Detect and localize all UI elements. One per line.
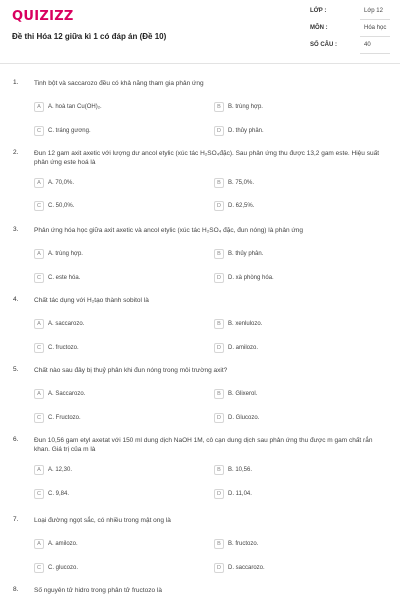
option-letter: C [34,413,44,423]
option-b[interactable] [214,538,258,550]
option-d[interactable] [214,272,274,284]
option-letter: D [214,489,224,499]
option-text: A. trùng hợp. [48,251,83,257]
question-text: Số nguyên tử hidro trong phân tử fructozo là [34,587,162,594]
option-d[interactable] [214,342,258,354]
option-letter: D [214,343,224,353]
option-c[interactable] [34,412,81,424]
option-text: C. fructozo. [48,345,79,351]
option-letter: A [34,465,44,475]
meta-key: LỚP : [310,8,327,14]
page-title: Đề thi Hóa 12 giữa kì 1 có đáp án (Đề 10) [12,32,167,41]
option-b[interactable] [214,464,252,476]
option-d[interactable] [214,200,254,212]
option-letter: B [214,102,224,112]
option-a[interactable] [34,101,102,113]
question-text: Phản ứng hóa học giữa axit axetic và ancol etylic (xúc tác H₂SO₄ đặc, đun nóng) là phản ứng [34,227,303,234]
option-letter: D [214,413,224,423]
option-c[interactable] [34,342,79,354]
question-number: 6. [13,436,19,443]
meta-value: Hóa học [360,25,390,37]
question-number: 5. [13,366,19,373]
meta-value: 40 [360,42,390,54]
question-text: Đun 10,56 gam etyl axetat với 150 ml dung dịch NaOH 1M, cô cạn dung dịch sau phản ứng thu được m gam chất rắn khan. Giá trị của m là [34,437,373,453]
option-text: B. 10,56. [228,467,253,473]
option-text: D. xà phòng hóa. [228,275,274,281]
option-c[interactable] [34,272,80,284]
option-text: A. saccarozo. [48,321,85,327]
option-text: A. Saccarozo. [48,391,86,397]
option-d[interactable] [214,125,264,137]
option-text: A. hoà tan Cu(OH)₂. [48,104,102,110]
option-b[interactable] [214,248,263,260]
meta-row-count [310,42,390,59]
document-header [0,0,400,64]
option-text: B. Glixerol. [228,391,258,397]
option-text: A. 70,0%. [48,180,75,186]
meta-key: SỐ CÂU : [310,42,337,48]
meta-value: Lớp 12 [360,8,390,20]
option-letter: B [214,178,224,188]
option-text: B. thủy phân. [228,251,264,257]
question-number: 1. [13,79,19,86]
option-letter: A [34,389,44,399]
meta-info [310,8,390,59]
option-d[interactable] [214,488,252,500]
option-a[interactable] [34,538,78,550]
option-letter: C [34,489,44,499]
option-text: D. saccarozo. [228,565,265,571]
option-text: C. este hóa. [48,275,81,281]
option-text: D. thủy phân. [228,128,264,134]
option-b[interactable] [214,101,263,113]
option-letter: B [214,249,224,259]
option-c[interactable] [34,200,74,212]
option-a[interactable] [34,464,72,476]
question-text: Chất nào sau đây bị thuỷ phân khi đun nóng trong môi trường axit? [34,367,228,374]
option-text: A. 12,30. [48,467,73,473]
option-d[interactable] [214,562,265,574]
option-b[interactable] [214,177,254,189]
option-text: C. tráng gương. [48,128,91,134]
option-text: A. amilozo. [48,541,78,547]
option-letter: C [34,201,44,211]
option-a[interactable] [34,177,74,189]
option-letter: B [214,389,224,399]
question-text: Loại đường ngọt sắc, có nhiều trong mật ong là [34,517,171,524]
option-letter: A [34,539,44,549]
option-b[interactable] [214,388,257,400]
meta-row-subject [310,25,390,42]
option-letter: C [34,343,44,353]
question-text: Tinh bột và saccarozo đều có khả năng tham gia phản ứng [34,80,204,87]
option-text: C. glucozo. [48,565,79,571]
meta-key: MÔN : [310,25,328,31]
option-text: B. 75,0%. [228,180,255,186]
option-letter: C [34,273,44,283]
option-text: B. trùng hợp. [228,104,263,110]
question-number: 2. [13,149,19,156]
option-text: D. 62,5%. [228,203,255,209]
option-text: C. 50,0%. [48,203,75,209]
option-a[interactable] [34,248,83,260]
option-c[interactable] [34,125,91,137]
option-letter: D [214,201,224,211]
option-text: D. Glucozo. [228,415,260,421]
option-a[interactable] [34,318,84,330]
question-number: 8. [13,586,19,593]
question-number: 7. [13,516,19,523]
option-letter: C [34,563,44,573]
option-text: C. Fructozo. [48,415,81,421]
option-letter: D [214,126,224,136]
option-d[interactable] [214,412,259,424]
option-c[interactable] [34,488,69,500]
question-text: Chất tác dụng với H₂tạo thành sobitol là [34,297,149,304]
option-c[interactable] [34,562,78,574]
option-letter: D [214,563,224,573]
option-text: D. amilozo. [228,345,259,351]
question-number: 4. [13,296,19,303]
option-text: B. fructozo. [228,541,259,547]
option-letter: A [34,102,44,112]
option-text: D. 11,04. [228,491,252,497]
option-letter: B [214,465,224,475]
option-letter: D [214,273,224,283]
option-b[interactable] [214,318,262,330]
quizizz-logo: QUIZIZZ [12,9,74,24]
meta-row-class [310,8,390,25]
option-letter: C [34,126,44,136]
option-text: C. 9,84. [48,491,70,497]
option-letter: B [214,539,224,549]
option-letter: B [214,319,224,329]
question-text: Đun 12 gam axit axetic với lượng dư ancol etylic (xúc tác H₂SO₄đặc). Sau phản ứng thu được 13,2 gam este. Hiệu suất phản ứng este hoá là [34,150,380,166]
option-a[interactable] [34,388,85,400]
option-letter: A [34,249,44,259]
option-text: B. xenlulozo. [228,321,263,327]
question-number: 3. [13,226,19,233]
option-letter: A [34,178,44,188]
option-letter: A [34,319,44,329]
